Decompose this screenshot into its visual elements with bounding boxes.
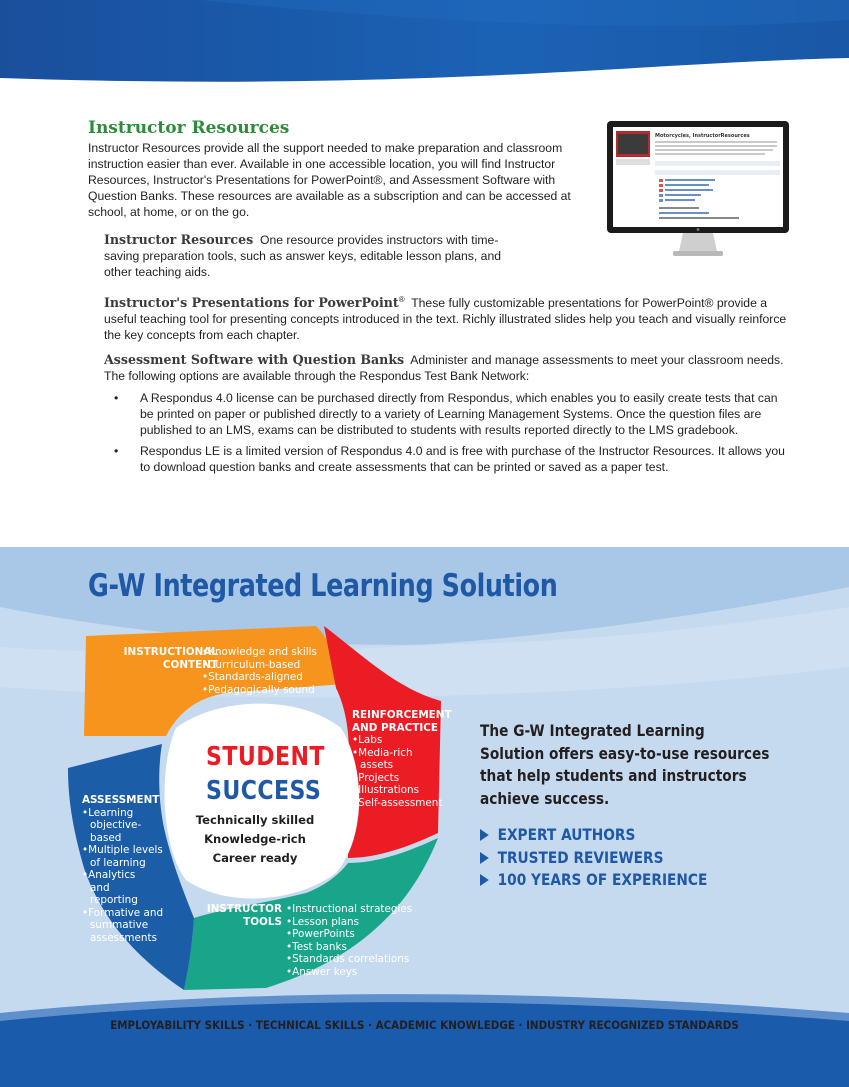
list-item: • Instructional strategies — [286, 903, 426, 916]
list-item: • Knowledge and skills — [202, 646, 322, 659]
attribute: Career ready — [212, 851, 298, 865]
content-list — [202, 646, 322, 696]
monitor-illustration — [607, 121, 789, 259]
list-item: • Standards-aligned — [202, 671, 322, 684]
list-item: • Answer keys — [286, 966, 426, 979]
resource-item-assessment-software — [104, 352, 794, 384]
list-item: • Test banks — [286, 941, 426, 954]
resource-item-presentations — [104, 292, 794, 343]
list-item: • Labs — [352, 734, 444, 747]
list-item: • PowerPoints — [286, 928, 426, 941]
resource-title: Instructor Resources — [104, 232, 254, 247]
list-item: • Media-rich assets — [352, 747, 422, 772]
list-item: • Lesson plans — [286, 916, 426, 929]
tools-heading-1: INSTRUCTOR — [206, 903, 282, 915]
resource-item-instructor-resources — [104, 232, 526, 280]
reinforcement-label — [352, 709, 452, 809]
resource-description: These fully customizable presentations for PowerPoint® provide a useful teaching tool for presenting concepts introduced in the text. Richly illustrated slides help you teach and visually reinforce the key concepts from each chapter. — [104, 296, 787, 343]
list-item: • Analytics and reporting — [82, 869, 158, 907]
list-item: • Curriculum-based — [202, 659, 322, 672]
content-heading-2: CONTENT — [162, 658, 218, 671]
monitor-screen-title: Motorcycles, InstructorResources — [655, 133, 750, 139]
assessment-heading: ASSESSMENT — [82, 794, 160, 806]
solution-tagline: The G-W Integrated Learning Solution offers easy-to-use resources that help students and instructors achieve success. — [480, 722, 770, 808]
attribute: Knowledge-rich — [204, 832, 306, 846]
highlight-item: 100 YEARS OF EXPERIENCE — [480, 869, 707, 892]
intro-paragraph: Instructor Resources provide all the support needed to make preparation and classroom instruction easier than ever. Available in one accessible location, you will find Instructor Resources, Instructor's Presentations for PowerPoint®, and Assessment Software with Question Banks. These resources are available as a subscription and can be accessed at school, at home, or on the go. — [88, 141, 571, 219]
assessment-label — [82, 794, 172, 944]
resource-description: One resource provides instructors with time-saving preparation tools, such as answer keys, editable lesson plans, and other teaching aids. — [104, 233, 502, 279]
list-item: • Respondus LE is a limited version of Respondus 4.0 and is free with purchase of the Instructor Resources. It allows you to download question banks and create assessments that can be printed or saved as a paper test. — [104, 443, 794, 475]
highlight-item: TRUSTED REVIEWERS — [480, 847, 707, 870]
list-item: • Standards correlations — [286, 953, 426, 966]
section-heading: Instructor Resources — [88, 118, 290, 138]
resource-description: Administer and manage assessments to meet your classroom needs. The following options are available through the Respondus Test Bank Network: — [104, 353, 784, 383]
tools-list — [286, 903, 426, 978]
list-item: • Pedagogically sound — [202, 684, 322, 697]
success-attributes — [180, 811, 330, 868]
respondus-options-list — [104, 390, 794, 480]
list-item: • Projects — [352, 772, 444, 785]
highlights-list — [480, 824, 707, 892]
footer-standards-line: EMPLOYABILITY SKILLS · TECHNICAL SKILLS · ACADEMIC KNOWLEDGE · INDUSTRY RECOGNIZED STANDARDS — [110, 1018, 739, 1032]
list-item: • A Respondus 4.0 license can be purchased directly from Respondus, which enables you to easily create tests that can be printed on paper or published directly to a variety of Learning Management Systems. Once the question files are published to an LMS, exams can be distributed to students with results reported directly to the LMS gradebook. — [104, 390, 794, 438]
list-item: • Formative and summative assessments — [82, 907, 174, 945]
top-banner — [0, 0, 849, 92]
resource-title: Assessment Software with Question Banks — [104, 352, 405, 367]
reinforcement-heading-1: REINFORCEMENT — [352, 709, 452, 721]
attribute: Technically skilled — [195, 813, 315, 827]
list-item: • Self-assessment — [352, 797, 444, 810]
list-item: • Learning objective-based — [82, 807, 152, 845]
student-success-line2: SUCCESS — [206, 776, 322, 806]
tools-label — [202, 903, 282, 928]
list-item: • Multiple levels of learning — [82, 844, 172, 869]
resource-title: Instructor's Presentations for PowerPoint — [104, 295, 399, 311]
registered-mark: ® — [398, 295, 405, 304]
student-success-line1: STUDENT — [206, 742, 325, 772]
content-heading-1: INSTRUCTIONAL — [123, 646, 218, 658]
list-item: • Illustrations — [352, 784, 444, 797]
reinforcement-heading-2: AND PRACTICE — [352, 721, 438, 734]
tools-heading-2: TOOLS — [243, 915, 282, 928]
highlight-item: EXPERT AUTHORS — [480, 824, 707, 847]
solution-title: G-W Integrated Learning Solution — [88, 568, 558, 604]
